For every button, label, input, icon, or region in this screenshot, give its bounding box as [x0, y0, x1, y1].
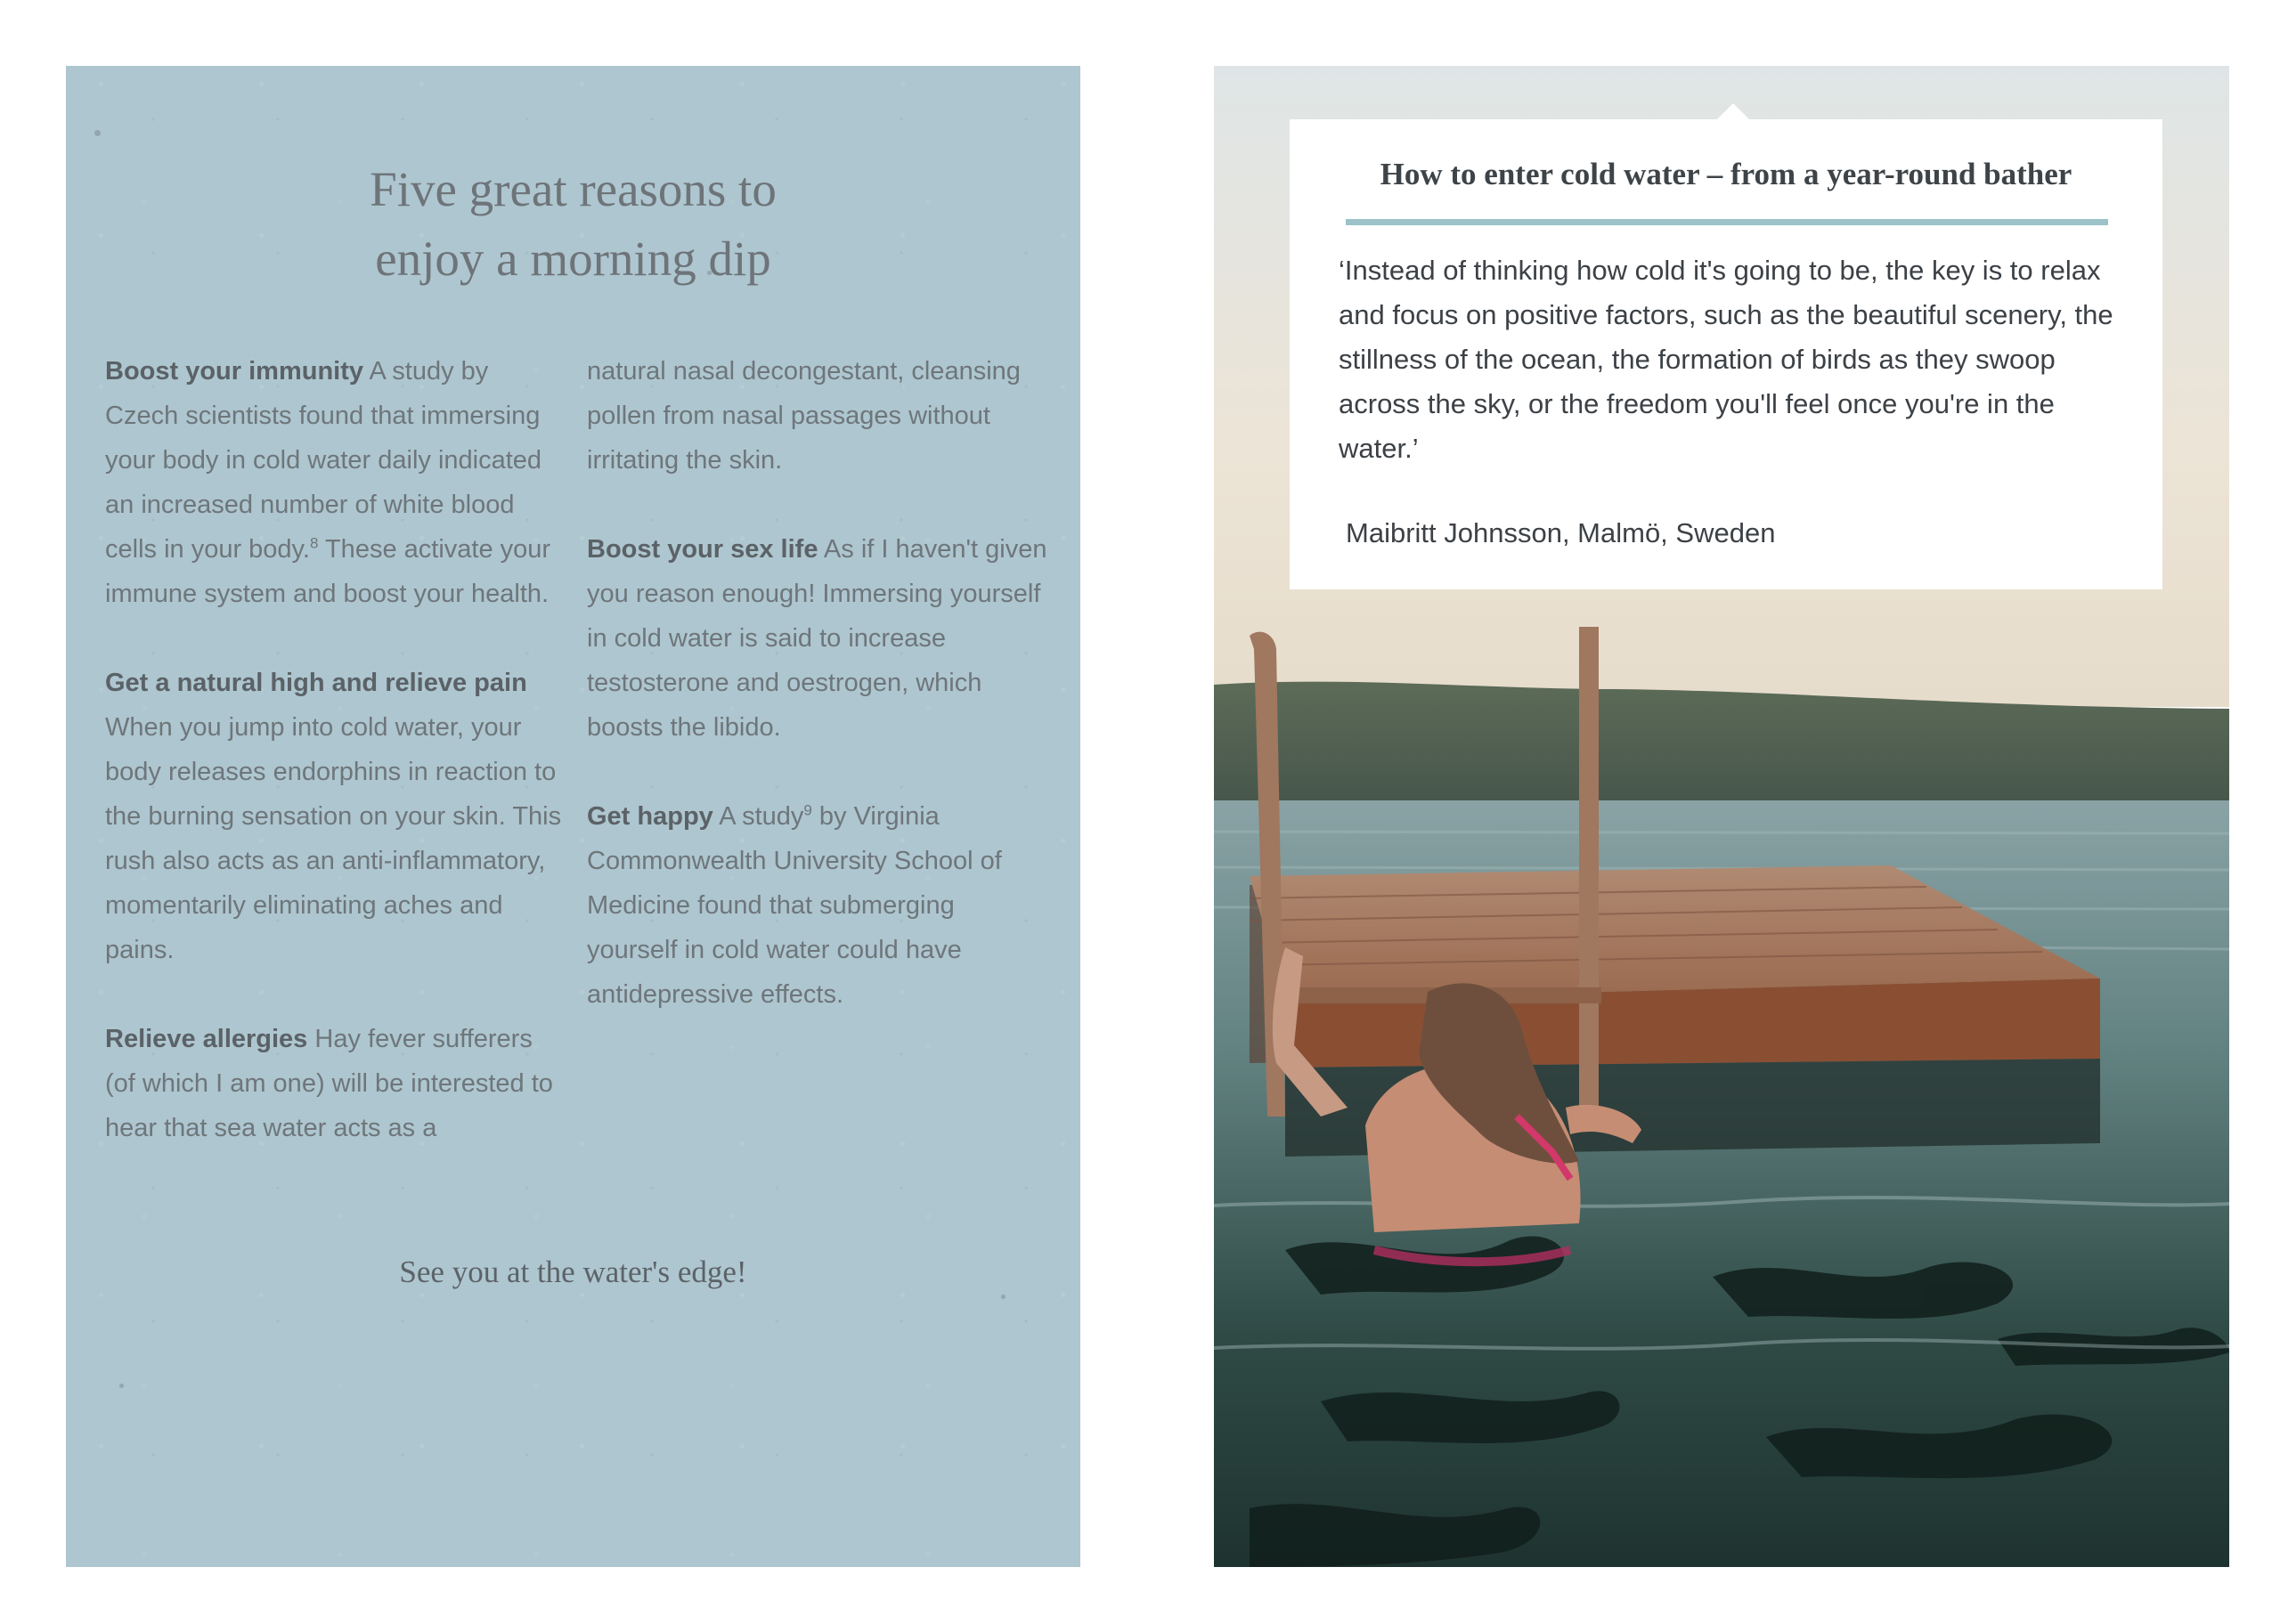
reason-text: natural nasal decongestant, cleansing pollen from nasal passages without irritating the skin. — [587, 357, 1021, 475]
footnote-ref: 9 — [803, 801, 812, 819]
quote-box — [1290, 119, 2162, 589]
reason-text: A study — [712, 802, 804, 831]
reason-boost-immunity — [105, 349, 568, 616]
closing-line: See you at the water's edge! — [399, 1255, 747, 1289]
reason-get-happy — [587, 794, 1050, 1017]
footnote-ref: 8 — [309, 534, 319, 552]
reason-text: As if I haven't given you reason enough! Immersing yourself in cold water is said to increase testosterone and oestrogen, which boosts the libido. — [587, 535, 1047, 742]
reason-heading: Get a natural high and relieve pain — [105, 669, 527, 697]
text-column-1 — [105, 349, 568, 1195]
reason-sex-life — [587, 527, 1050, 750]
reason-heading: Boost your sex life — [587, 535, 818, 564]
reason-heading: Boost your immunity — [105, 357, 364, 386]
reason-text: by Virginia Commonwealth University School of Medicine found that submerging yourself in cold water could have antidepressive effects. — [587, 802, 1002, 1009]
left-page — [66, 66, 1080, 1567]
reason-natural-high — [105, 661, 568, 972]
reason-relieve-allergies — [105, 1017, 568, 1150]
paper-speck — [119, 1384, 124, 1388]
quote-box-title: How to enter cold water – from a year-round bather — [1380, 157, 2072, 191]
page-title — [66, 155, 1080, 294]
quote-box-notch — [1717, 103, 1749, 119]
quote-text: ‘Instead of thinking how cold it's going to be, the key is to relax and focus on positive factors, such as the beautiful scenery, the stillness of the ocean, the formation of birds as they swoop across the sky, or the freedom you'll feel once you're in the water.’ — [1339, 255, 2113, 464]
quote-author: Maibritt Johnsson, Malmö, Sweden — [1346, 517, 1776, 548]
paper-speck — [94, 130, 101, 136]
paper-speck — [1001, 1295, 1006, 1299]
title-line-2: enjoy a morning dip — [375, 231, 771, 286]
reason-allergies-continued — [587, 349, 1050, 483]
reason-text: A study by Czech scientists found that immersing your body in cold water daily indicated an increased number of white blood cells in your body. — [105, 357, 542, 564]
reason-heading: Relieve allergies — [105, 1025, 308, 1053]
right-page — [1214, 66, 2229, 1567]
reason-text: Hay fever sufferers (of which I am one) will be interested to hear that sea water acts as a — [105, 1025, 553, 1142]
reason-text: These activate your immune system and boost your health. — [105, 535, 551, 608]
reason-heading: Get happy — [587, 802, 713, 831]
title-line-1: Five great reasons to — [370, 162, 777, 216]
text-column-2 — [587, 349, 1050, 1061]
title-underline — [1346, 219, 2108, 225]
reason-text: When you jump into cold water, your body releases endorphins in reaction to the burning sensation on your skin. This rush also acts as an anti-inflammatory, momentarily eliminating aches and pains. — [105, 713, 562, 964]
